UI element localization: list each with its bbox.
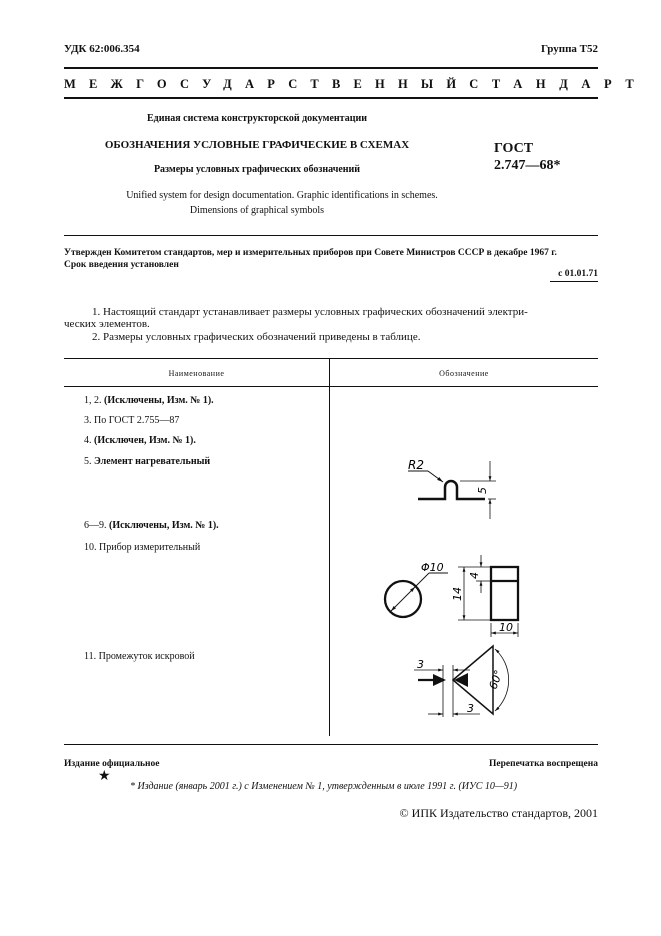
main-title: ОБОЗНАЧЕНИЯ УСЛОВНЫЕ ГРАФИЧЕСКИЕ В СХЕМАХ — [104, 139, 410, 151]
official-edition: Издание официальное — [64, 759, 160, 769]
table-row — [84, 435, 196, 446]
table-bottom-rule — [64, 744, 598, 745]
row-text: Прибор измерительный — [99, 542, 201, 553]
date-underline — [550, 281, 598, 282]
banner-word-interstate: МЕЖГОСУДАРСТВЕННЫЙ — [64, 77, 470, 91]
effective-date: с 01.01.71 — [558, 269, 598, 279]
udk-code: УДК 62:006.354 — [64, 43, 140, 55]
row-number: 5. — [84, 456, 92, 467]
row-number: 1, 2. — [84, 395, 102, 406]
column-header-name: Наименование — [168, 369, 225, 378]
table-row — [84, 542, 200, 553]
sub-title: Размеры условных графических обозначений — [153, 164, 361, 175]
table-row — [84, 395, 214, 406]
heater-height-label: 5 — [476, 487, 489, 494]
gost-number: 2.747—68* — [494, 158, 561, 173]
banner-word-standard: СТАНДАРТ — [469, 77, 648, 91]
paragraph-2: 2. Размеры условных графических обозначений приведены в таблице. — [92, 331, 421, 343]
copyright: © ИПК Издательство стандартов, 2001 — [399, 806, 598, 820]
spark-angle-label: 60° — [486, 668, 506, 692]
paragraph-1-line2: ческих элементов. — [64, 318, 150, 330]
row-text: По ГОСТ 2.755—87 — [94, 415, 180, 426]
row-number: 3. — [84, 415, 92, 426]
group-code: Группа Т52 — [540, 43, 598, 55]
row-number: 10. — [84, 542, 97, 553]
star-icon: ★ — [98, 769, 111, 784]
header-rule-bottom — [64, 97, 598, 99]
table-top-rule — [64, 358, 598, 359]
meter-height-label: 14 — [451, 587, 464, 601]
row-text: Промежуток искровой — [98, 651, 195, 662]
gost-label: ГОСТ — [494, 141, 534, 156]
spark-bottom-label: 3 — [467, 702, 474, 715]
table-row — [84, 520, 219, 531]
edition-note: * Издание (январь 2001 г.) с Изменением № 1, утвержденным в июле 1991 г. (ИУС 10—91) — [130, 781, 518, 792]
row-text: Элемент нагревательный — [94, 456, 211, 467]
system-title: Единая система конструкторской документации — [147, 113, 367, 124]
meter-diameter-label: Φ10 — [421, 561, 444, 574]
row-number: 11. — [84, 651, 97, 662]
heater-radius-label: R2 — [408, 458, 424, 472]
row-text: (Исключен, Изм. № 1). — [94, 435, 196, 446]
reprint-notice: Перепечатка воспрещена — [488, 759, 598, 769]
symbols-drawing-area — [330, 387, 598, 744]
table-row — [84, 456, 210, 467]
standard-banner — [64, 77, 648, 92]
approval-text: Утвержден Комитетом стандартов, мер и измерительных приборов при Совете Министров СССР в декабре 1967 г. — [64, 248, 557, 258]
row-number: 4. — [84, 435, 92, 446]
spark-top-label: 3 — [417, 658, 424, 671]
row-text: (Исключены, Изм. № 1). — [109, 520, 219, 531]
heating-element-symbol — [408, 458, 496, 519]
meter-inner-label: 4 — [468, 572, 481, 579]
table-row — [84, 651, 195, 662]
row-text: (Исключены, Изм. № 1). — [104, 395, 214, 406]
title-rule — [64, 235, 598, 236]
english-title-line2: Dimensions of graphical symbols — [189, 205, 325, 216]
english-title-line1: Unified system for design documentation. Graphic identifications in schemes. — [126, 190, 438, 201]
header-rule-top — [64, 67, 598, 69]
column-header-symbol: Обозначение — [439, 369, 489, 378]
row-number: 6—9. — [84, 520, 107, 531]
effective-date-label: Срок введения установлен — [64, 260, 179, 270]
paragraph-1-line1: 1. Настоящий стандарт устанавливает размеры условных графических обозначений электри- — [92, 306, 528, 318]
measuring-instrument-symbol — [385, 555, 518, 637]
table-row — [84, 415, 179, 426]
meter-width-label: 10 — [499, 621, 513, 634]
spark-gap-symbol — [414, 646, 509, 717]
